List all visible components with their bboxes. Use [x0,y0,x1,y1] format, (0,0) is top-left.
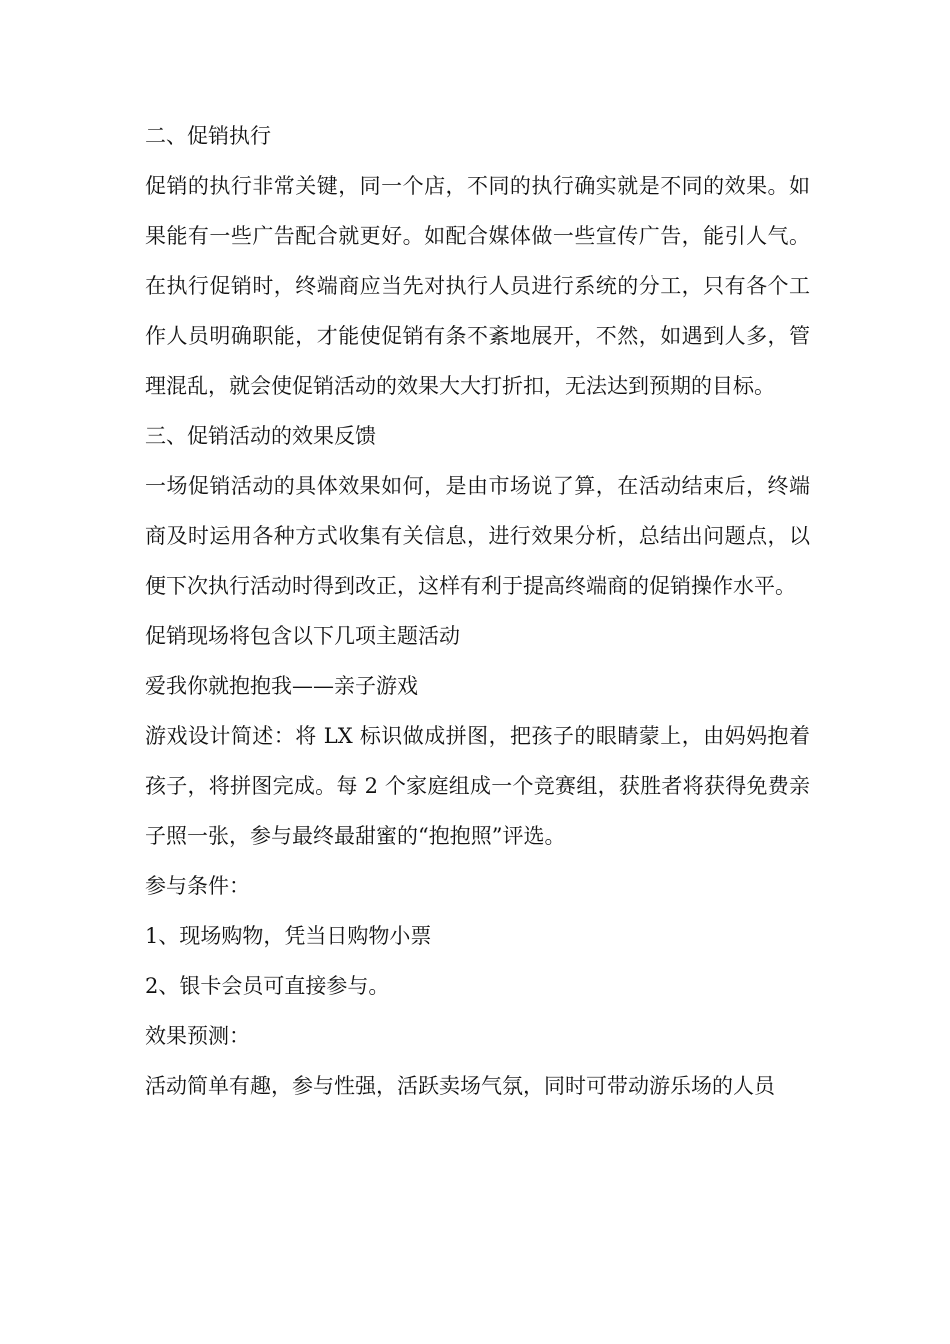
effect-paragraph: 活动简单有趣，参与性强，活跃卖场气氛，同时可带动游乐场的人员 [145,1074,775,1098]
effect-label: 效果预测： [145,1024,250,1048]
section-heading-feedback: 三、促销活动的效果反馈 [145,424,376,448]
section-heading-execution: 二、促销执行 [145,124,271,148]
game-description-paragraph: 游戏设计简述：将 LX 标识做成拼图，把孩子的眼睛蒙上，由妈妈抱着孩子，将拼图完成。每 2 个家庭组成一个竞赛组，获胜者将获得免费亲子照一张，参与最终最甜蜜的“抱抱照”评选。 [145,724,810,848]
activity-title: 爱我你就抱抱我——亲子游戏 [145,674,418,698]
themes-intro: 促销现场将包含以下几项主题活动 [145,624,460,648]
feedback-paragraph: 一场促销活动的具体效果如何，是由市场说了算，在活动结束后，终端商及时运用各种方式收集有关信息，进行效果分析，总结出问题点，以便下次执行活动时得到改正，这样有利于提高终端商的促销操作水平。 [145,474,810,598]
conditions-label: 参与条件： [145,874,250,898]
condition-item-2: 2、银卡会员可直接参与。 [145,974,390,998]
document-body [145,111,810,1111]
condition-item-1: 1、现场购物，凭当日购物小票 [145,924,432,948]
execution-paragraph: 促销的执行非常关键，同一个店，不同的执行确实就是不同的效果。如果能有一些广告配合就更好。如配合媒体做一些宣传广告，能引人气。在执行促销时，终端商应当先对执行人员进行系统的分工，只有各个工作人员明确职能，才能使促销有条不紊地展开，不然，如遇到人多，管理混乱，就会使促销活动的效果大大打折扣，无法达到预期的目标。 [145,174,810,398]
